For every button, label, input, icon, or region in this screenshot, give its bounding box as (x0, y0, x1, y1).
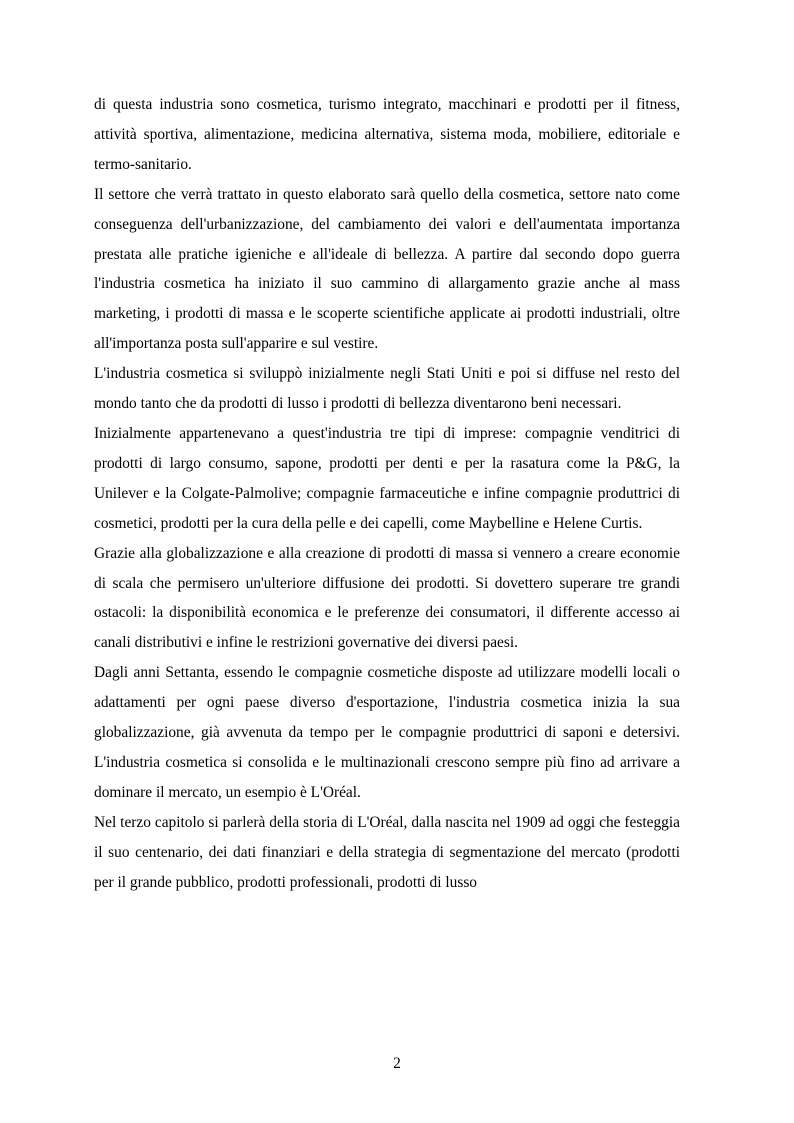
paragraph: Inizialmente appartenevano a quest'industria tre tipi di imprese: compagnie venditrici di prodotti di largo consumo, sapone, prodotti per denti e per la rasatura come la P&G, la Unilever e la Colgate-Palmolive; compagnie farmaceutiche e infine compagnie produttrici di cosmetici, prodotti per la cura della pelle e dei capelli, come Maybelline e Helene Curtis. (94, 424, 680, 532)
paragraph: L'industria cosmetica si sviluppò inizialmente negli Stati Uniti e poi si diffuse nel resto del mondo tanto che da prodotti di lusso i prodotti di bellezza diventarono beni necessari. (94, 365, 680, 413)
paragraph: di questa industria sono cosmetica, turismo integrato, macchinari e prodotti per il fitness, attività sportiva, alimentazione, medicina alternativa, sistema moda, mobiliere, editoriale e termo-sanitario. (94, 96, 680, 173)
paragraph: Il settore che verrà trattato in questo elaborato sarà quello della cosmetica, settore nato come conseguenza dell'urbanizzazione, del cambiamento dei valori e dell'aumentata importanza prestata alle pratiche igieniche e all'ideale di bellezza. A partire dal secondo dopo guerra l'industria cosmetica ha iniziato il suo cammino di allargamento grazie anche al mass marketing, i prodotti di massa e le scoperte scientifiche applicate ai prodotti industriali, oltre all'importanza posta sull'apparire e sul vestire. (94, 185, 680, 353)
document-page (94, 90, 680, 897)
paragraph: Dagli anni Settanta, essendo le compagnie cosmetiche disposte ad utilizzare modelli locali o adattamenti per ogni paese diverso d'esportazione, l'industria cosmetica inizia la sua globalizzazione, già avvenuta da tempo per le compagnie produttrici di saponi e detersivi. L'industria cosmetica si consolida e le multinazionali crescono sempre più fino ad arrivare a dominare il mercato, un esempio è L'Oréal. (94, 664, 680, 801)
paragraph: Grazie alla globalizzazione e alla creazione di prodotti di massa si vennero a creare economie di scala che permisero un'ulteriore diffusione dei prodotti. Si dovettero superare tre grandi ostacoli: la disponibilità economica e le preferenze dei consumatori, il differente accesso ai canali distributivi e infine le restrizioni governative dei diversi paesi. (94, 544, 680, 652)
page-number: 2 (393, 1055, 401, 1072)
paragraph: Nel terzo capitolo si parlerà della storia di L'Oréal, dalla nascita nel 1909 ad oggi che festeggia il suo centenario, dei dati finanziari e della strategia di segmentazione del mercato (prodotti per il grande pubblico, prodotti professionali, prodotti di lusso (94, 813, 680, 891)
